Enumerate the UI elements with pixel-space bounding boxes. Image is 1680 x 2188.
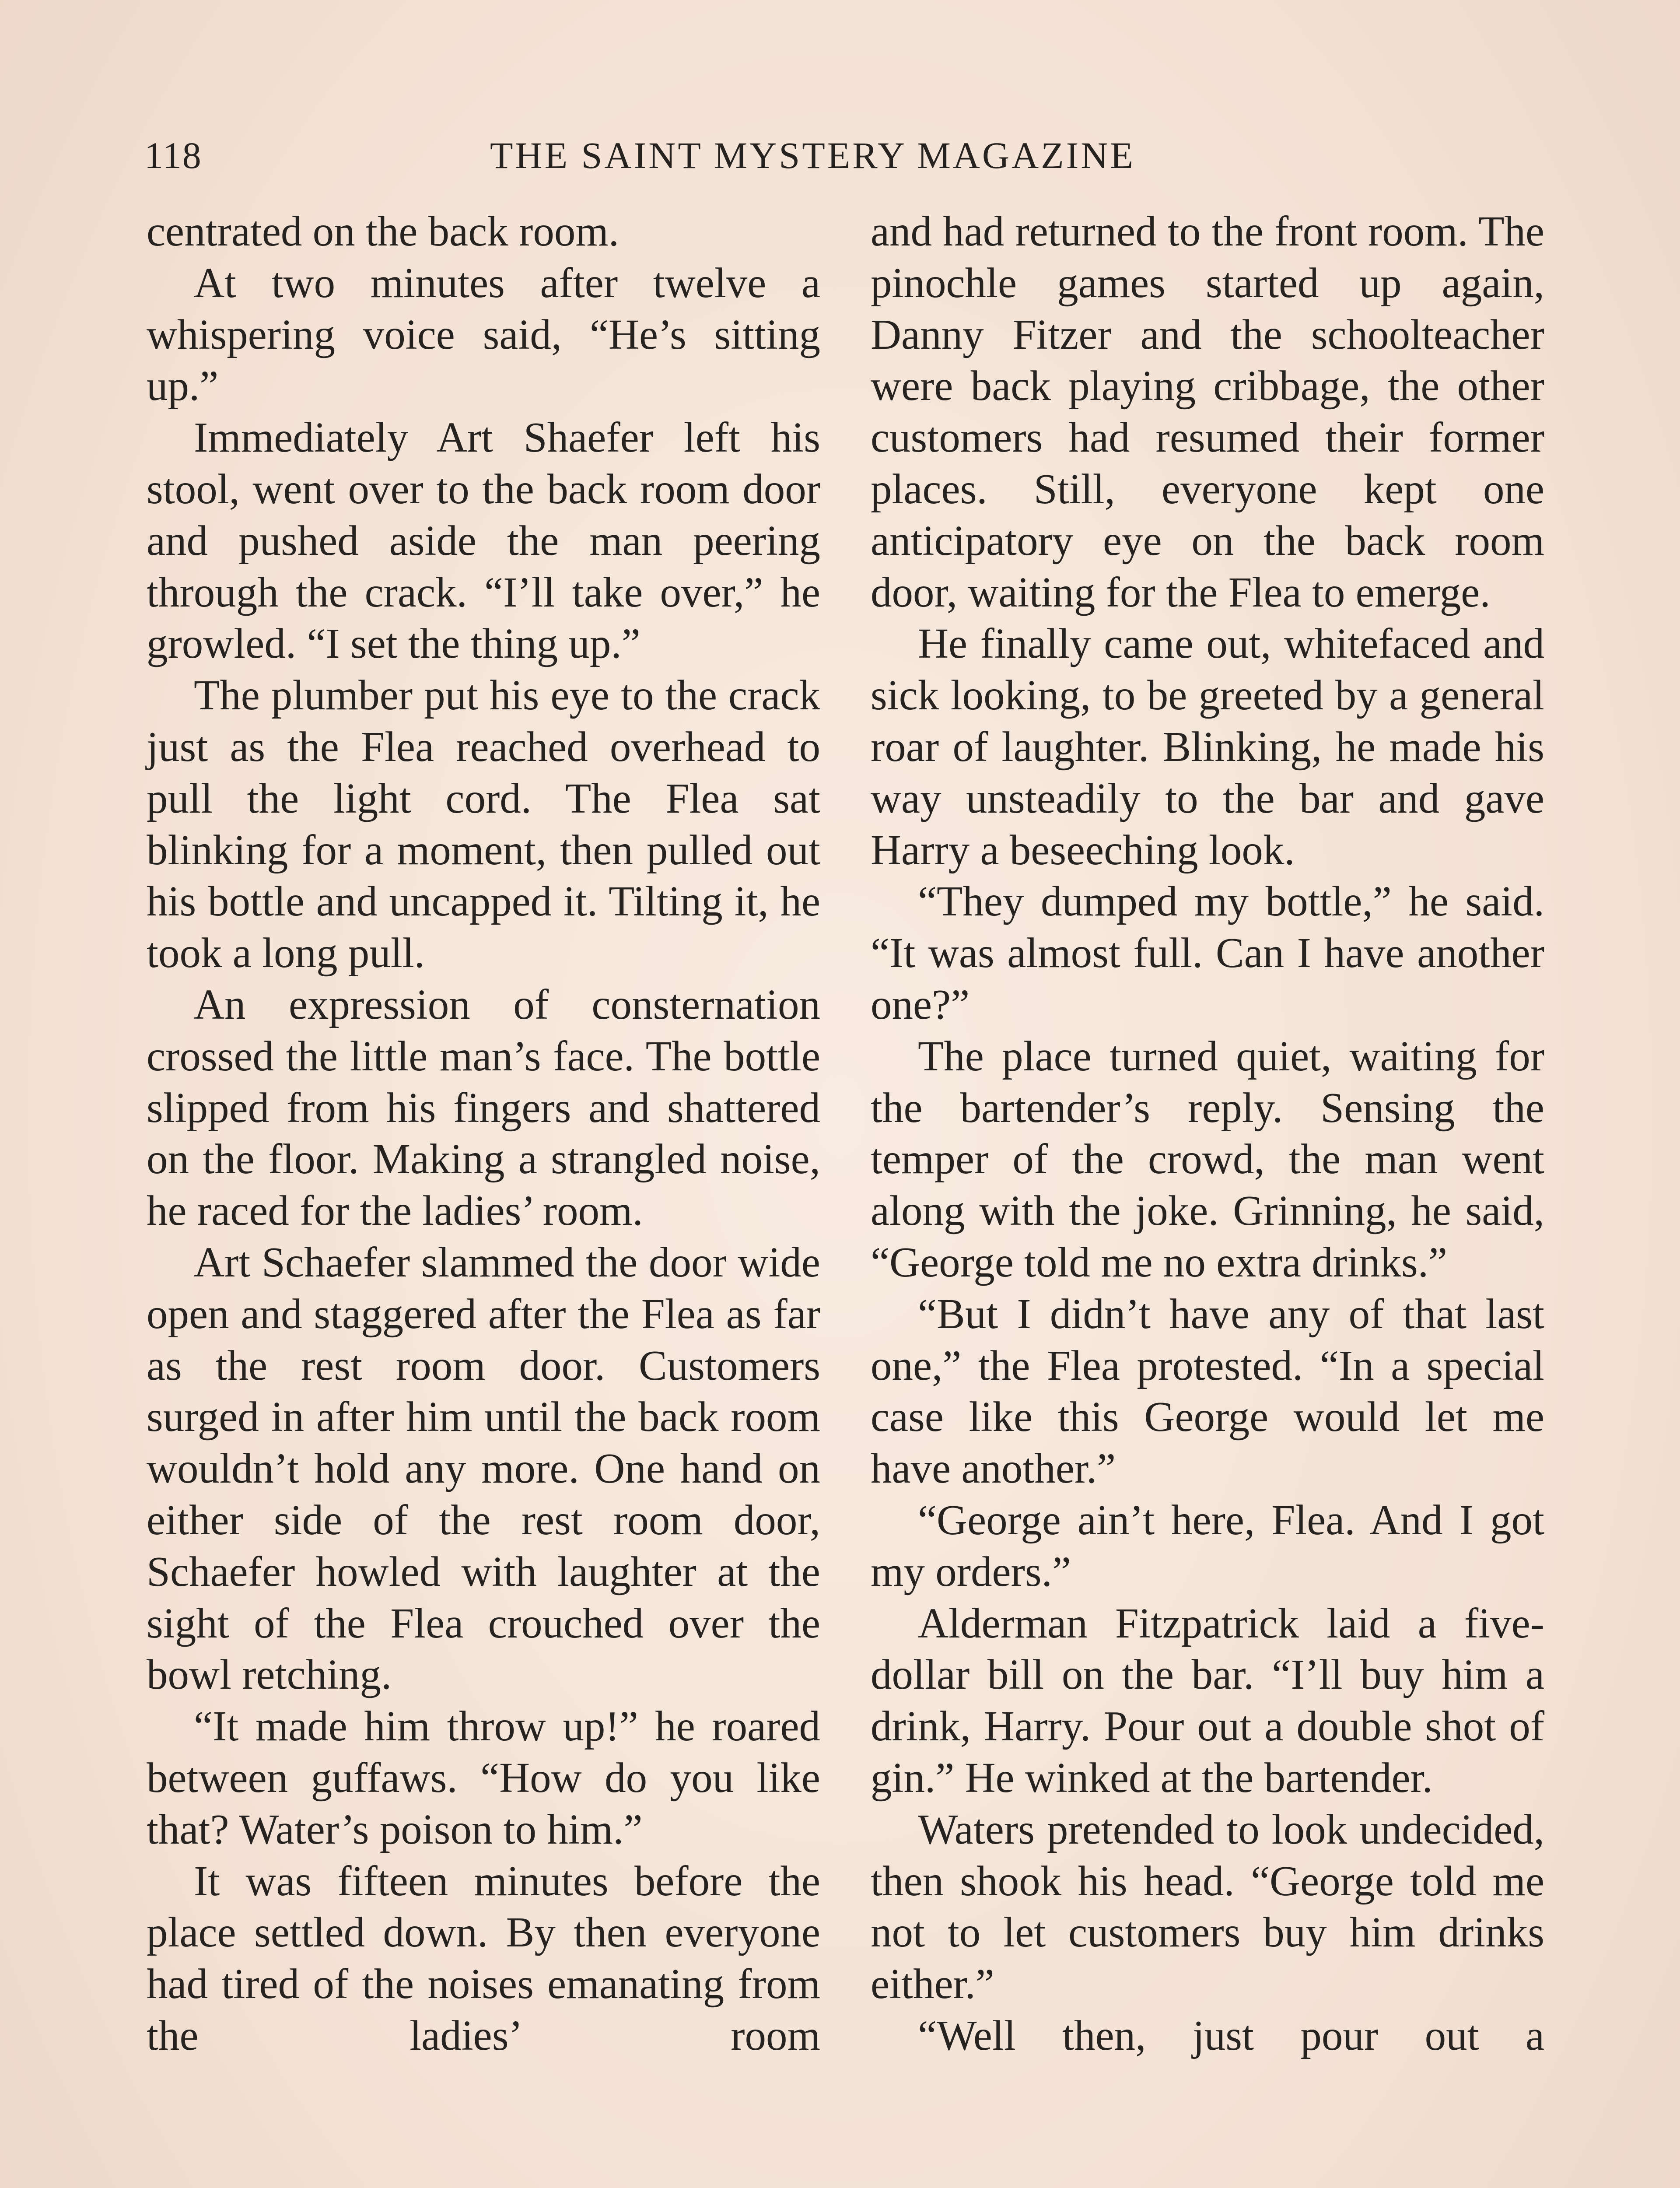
left-column [147,206,820,2062]
right-column [871,206,1544,2062]
paragraph: Art Schaefer slammed the door wide open and staggered after the Flea as far as the rest room door. Customers surged in after him until the back room wouldn’t hold any more. One hand on either side of the rest room door, Schaefer howled with laughter at the sight of the Flea crouched over the bowl retching. [147,1238,820,1698]
paragraph: An expression of consternation crossed the little man’s face. The bottle slipped from his fingers and shattered on the floor. Making a strangled noise, he raced for the ladies’ room. [147,981,820,1234]
paragraph: “George ain’t here, Flea. And I got my orders.” [871,1496,1544,1595]
paragraph: The plumber put his eye to the crack just as the Flea reached overhead to pull the light cord. The Flea sat blinking for a moment, then pulled out his bottle and uncapped it. Tilting it, he took a long pull. [147,672,820,977]
paragraph: He finally came out, whitefaced and sick looking, to be greeted by a general roar of laughter. Blinking, he made his way unsteadily to the bar and gave Harry a beseeching look. [871,620,1544,873]
paragraph: Alderman Fitzpatrick laid a five-dollar bill on the bar. “I’ll buy him a drink, Harry. Pour out a double shot of gin.” He winked at the bartender. [871,1599,1544,1801]
paragraph: At two minutes after twelve a whispering voice said, “He’s sitting up.” [147,259,820,410]
paragraph: Waters pretended to look undecided, then shook his head. “George told me not to let customers buy him drinks either.” [871,1806,1544,2008]
paragraph: The place turned quiet, waiting for the bartender’s reply. Sensing the temper of the crowd, the man went along with the joke. Grinning, he said, “George told me no extra drinks.” [871,1032,1544,1286]
paragraph: “They dumped my bottle,” he said. “It was almost full. Can I have another one?” [871,878,1544,1028]
paragraph: Immediately Art Shaefer left his stool, went over to the back room door and pushed aside the man peering through the crack. “I’ll take over,” he growled. “I set the thing up.” [147,414,820,667]
paragraph: “But I didn’t have any of that last one,” the Flea protested. “In a special case like this George would let me have another.” [871,1290,1544,1492]
paragraph: centrated on the back room. [147,208,620,255]
page-header [144,129,1544,182]
paragraph: and had returned to the front room. The pinochle games started up again, Danny Fitzer and the schoolteacher were back playing cribbage, the other customers had resumed their former places. Still, everyone kept one anticipatory eye on the back room door, waiting for the Flea to emerge. [871,208,1544,616]
paragraph: “It made him throw up!” he roared between guffaws. “How do you like that? Water’s poison to him.” [147,1703,820,1853]
page-number: 118 [144,134,202,176]
paragraph: “Well then, just pour out a [918,2012,1544,2059]
paragraph: It was fifteen minutes before the place settled down. By then everyone had tired of the noises emanating from the ladies’ room [147,1857,820,2059]
running-head: THE SAINT MYSTERY MAGAZINE [490,134,1135,176]
